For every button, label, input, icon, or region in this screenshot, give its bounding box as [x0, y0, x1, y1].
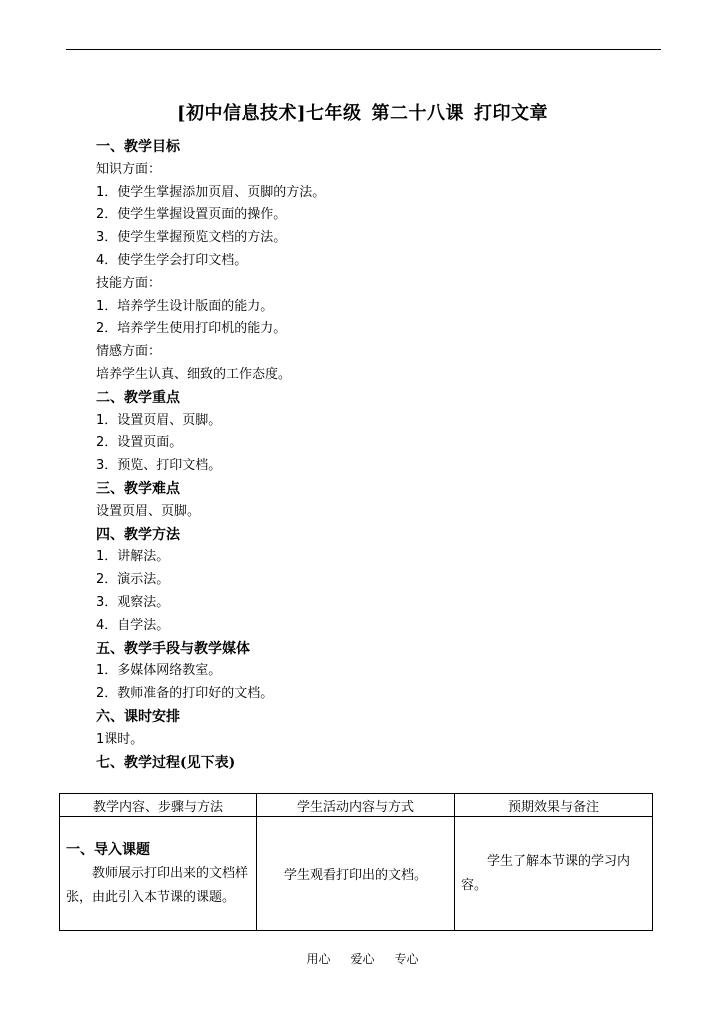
body-line: 2．教师准备的打印好的文档。	[96, 686, 274, 702]
section-heading: 四、教学方法	[96, 526, 180, 543]
title-bracket-part: [初中信息技术]	[176, 103, 307, 124]
body-line: 情感方面：	[96, 344, 162, 360]
lesson-plan-body	[96, 136, 656, 774]
table-header-effect: 预期效果与备注	[455, 794, 653, 817]
table-header-activity: 学生活动内容与方式	[257, 794, 455, 817]
footer-item: 专心	[394, 952, 419, 966]
body-line: 1．讲解法。	[96, 549, 170, 565]
body-line: 培养学生认真、细致的工作态度。	[96, 366, 292, 382]
table-content-text: 教师展示打印出来的文档样张，由此引入本节课的课题。	[66, 865, 249, 905]
section-heading: 一、教学目标	[96, 139, 180, 155]
body-line: 2．设置页面。	[96, 435, 183, 451]
section-heading: 七、教学过程(见下表)	[96, 754, 236, 771]
body-line: 2．培养学生使用打印机的能力。	[96, 321, 287, 337]
table-cell-effect: 学生了解本节课的学习内容。	[455, 817, 653, 931]
page-title	[0, 99, 725, 125]
table-cell-activity: 学生观看打印出的文档。	[257, 817, 455, 931]
body-line: 2．使学生掌握设置页面的操作。	[96, 207, 287, 223]
table-row	[60, 817, 653, 931]
footer-item: 用心	[306, 952, 331, 966]
page-footer	[0, 950, 725, 967]
body-line: 4．自学法。	[96, 617, 170, 633]
header-rule	[66, 49, 661, 50]
table-cell-content	[60, 817, 257, 931]
title-grade: 七年级	[306, 103, 362, 124]
body-line: 知识方面：	[96, 161, 162, 177]
body-line: 4．使学生学会打印文档。	[96, 252, 248, 268]
teaching-process-table	[59, 793, 653, 931]
section-heading: 六、课时安排	[96, 708, 180, 725]
title-lesson: 第二十八课	[371, 103, 465, 124]
section-heading: 五、教学手段与教学媒体	[96, 640, 250, 657]
body-line: 2．演示法。	[96, 572, 170, 588]
body-line: 3．观察法。	[96, 594, 170, 610]
body-line: 设置页眉、页脚。	[96, 503, 201, 519]
body-line: 技能方面：	[96, 275, 162, 291]
body-line: 3．预览、打印文档。	[96, 458, 222, 474]
body-line: 1．培养学生设计版面的能力。	[96, 298, 274, 314]
section-heading: 三、教学难点	[96, 480, 180, 497]
title-topic: 打印文章	[474, 103, 549, 124]
body-line: 1课时。	[96, 731, 144, 747]
body-line: 1．多媒体网络教室。	[96, 663, 222, 679]
footer-item: 爱心	[350, 952, 375, 966]
table-section-heading: 一、导入课题	[66, 841, 150, 858]
body-line: 1．使学生掌握添加页眉、页脚的方法。	[96, 184, 326, 200]
section-heading: 二、教学重点	[96, 389, 180, 406]
body-line: 3．使学生掌握预览文档的方法。	[96, 230, 287, 246]
table-header-row	[60, 794, 653, 817]
body-line: 1．设置页眉、页脚。	[96, 412, 222, 428]
table-header-content: 教学内容、步骤与方法	[60, 794, 257, 817]
